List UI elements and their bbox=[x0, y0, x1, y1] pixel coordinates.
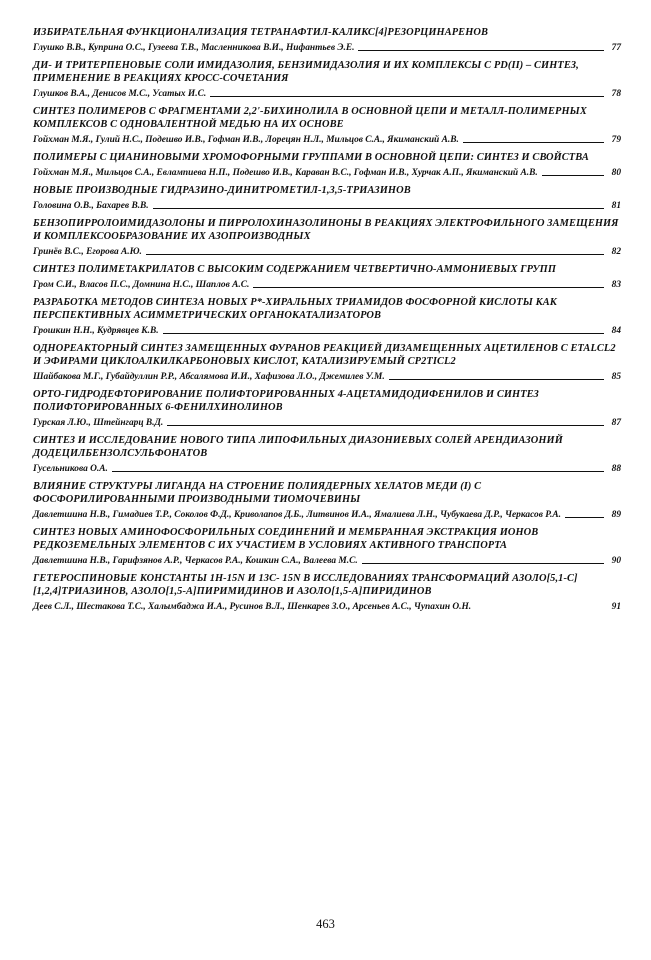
entry-title: ДИ- И ТРИТЕРПЕНОВЫЕ СОЛИ ИМИДАЗОЛИЯ, БЕНЗИМИДАЗОЛИЯ И ИХ КОМПЛЕКСЫ С PD(II) – СИНТЕЗ, ПРИМЕНЕНИЕ В РЕАКЦИЯХ КРОСС-СОЧЕТАНИЯ bbox=[33, 60, 579, 84]
entry-authors-line bbox=[33, 42, 621, 54]
entry-page-number: 83 bbox=[611, 280, 621, 290]
toc-entry bbox=[33, 388, 621, 429]
toc-entry bbox=[33, 526, 621, 567]
entry-authors: Головина О.В., Бахарев В.В. bbox=[33, 201, 149, 211]
toc-entry bbox=[33, 59, 621, 100]
entry-authors: Гусельникова О.А. bbox=[33, 464, 108, 474]
entry-page-number: 77 bbox=[611, 43, 621, 53]
entry-authors: Давлетшина Н.В., Гарифзянов А.Р., Черкасов Р.А., Кошкин С.А., Валеева М.С. bbox=[33, 556, 358, 566]
entry-authors-line bbox=[33, 601, 621, 613]
entry-authors-line bbox=[33, 134, 621, 146]
toc-entry bbox=[33, 151, 621, 179]
toc-entry bbox=[33, 572, 621, 613]
toc-entry bbox=[33, 184, 621, 212]
entry-authors-line bbox=[33, 325, 621, 337]
entry-page-number: 79 bbox=[611, 135, 621, 145]
entry-page-number: 80 bbox=[611, 168, 621, 178]
entry-title: ИЗБИРАТЕЛЬНАЯ ФУНКЦИОНАЛИЗАЦИЯ ТЕТРАНАФТИЛ-КАЛИКС[4]РЕЗОРЦИНАРЕНОВ bbox=[33, 27, 489, 38]
entry-authors-line bbox=[33, 167, 621, 179]
dot-leader bbox=[389, 379, 604, 380]
entry-title: НОВЫЕ ПРОИЗВОДНЫЕ ГИДРАЗИНО-ДИНИТРОМЕТИЛ-1,3,5-ТРИАЗИНОВ bbox=[33, 185, 411, 196]
entry-title: ВЛИЯНИЕ СТРУКТУРЫ ЛИГАНДА НА СТРОЕНИЕ ПОЛИЯДЕРНЫХ ХЕЛАТОВ МЕДИ (I) С ФОСФОРИЛИРОВАННЫМИ ПРОИЗВОДНЫМИ ТИОМОЧЕВИНЫ bbox=[33, 481, 482, 505]
entry-page-number: 78 bbox=[611, 89, 621, 99]
entry-title: ОДНОРЕАКТОРНЫЙ СИНТЕЗ ЗАМЕЩЕННЫХ ФУРАНОВ РЕАКЦИЕЙ ДИЗАМЕЩЕННЫХ АЦЕТИЛЕНОВ С ETALCL2 И ЭФИРАМИ ЦИКЛОАЛКИЛКАРБОНОВЫХ КИСЛОТ, КАТАЛИЗИРУЕМЫЙ CP2TICL2 bbox=[33, 343, 616, 367]
entry-authors-line bbox=[33, 88, 621, 100]
dot-leader bbox=[358, 50, 604, 51]
entry-authors: Давлетшина Н.В., Гимадиев Т.Р., Соколов Ф.Д., Криволапов Д.Б., Литвинов И.А., Ямалиева Л.Н., Чубукаева Д.Р., Черкасов Р.А. bbox=[33, 510, 561, 520]
entry-page-number: 82 bbox=[611, 247, 621, 257]
entry-authors: Шайбакова М.Г., Губайдуллин Р.Р., Абсалямова И.И., Хафизова Л.О., Джемилев У.М. bbox=[33, 372, 385, 382]
entry-title: СИНТЕЗ ПОЛИМЕТАКРИЛАТОВ С ВЫСОКИМ СОДЕРЖАНИЕМ ЧЕТВЕРТИЧНО-АММОНИЕВЫХ ГРУПП bbox=[33, 264, 557, 275]
toc-entry bbox=[33, 26, 621, 54]
dot-leader bbox=[565, 517, 604, 518]
entry-authors-line bbox=[33, 200, 621, 212]
entry-authors-line bbox=[33, 463, 621, 475]
toc-entry bbox=[33, 296, 621, 337]
entry-authors: Глушко В.В., Куприна О.С., Гузеева Т.В., Масленникова В.И., Нифантьев Э.Е. bbox=[33, 43, 355, 53]
entry-page-number: 90 bbox=[611, 556, 621, 566]
toc-entry bbox=[33, 263, 621, 291]
entry-title: ГЕТЕРОСПИНОВЫЕ КОНСТАНТЫ 1H-15N И 13C- 15N В ИССЛЕДОВАНИЯХ ТРАНСФОРМАЦИЙ АЗОЛО[5,1-C][1,2,4]ТРИАЗИНОВ, АЗОЛО[1,5-A]ПИРИМИДИНОВ И АЗОЛО[1,5-A]ПИРИДИНОВ bbox=[33, 573, 578, 597]
entry-authors-line bbox=[33, 371, 621, 383]
entry-title: СИНТЕЗ ПОЛИМЕРОВ С ФРАГМЕНТАМИ 2,2'-БИХИНОЛИЛА В ОСНОВНОЙ ЦЕПИ И МЕТАЛЛ-ПОЛИМЕРНЫХ КОМПЛЕКСОВ С ОДНОВАЛЕНТНОЙ МЕДЬЮ НА ИХ ОСНОВЕ bbox=[33, 106, 587, 130]
dot-leader bbox=[542, 175, 604, 176]
dot-leader bbox=[362, 563, 604, 564]
entry-authors: Гринёв В.С., Егорова А.Ю. bbox=[33, 247, 142, 257]
table-of-contents bbox=[33, 26, 621, 618]
toc-entry bbox=[33, 342, 621, 383]
entry-page-number: 81 bbox=[611, 201, 621, 211]
dot-leader bbox=[167, 425, 604, 426]
entry-page-number: 89 bbox=[611, 510, 621, 520]
entry-authors-line bbox=[33, 246, 621, 258]
entry-authors: Гром С.И., Власов П.С., Домнина Н.С., Шаплов А.С. bbox=[33, 280, 250, 290]
entry-title: ОРТО-ГИДРОДЕФТОРИРОВАНИЕ ПОЛИФТОРИРОВАННЫХ 4-АЦЕТАМИДОДИФЕНИЛОВ И СИНТЕЗ ПОЛИФТОРИРОВАННЫХ 6-ФЕНИЛХИНОЛИНОВ bbox=[33, 389, 539, 413]
toc-entry bbox=[33, 480, 621, 521]
dot-leader bbox=[112, 471, 604, 472]
toc-entry bbox=[33, 217, 621, 258]
entry-page-number: 84 bbox=[611, 326, 621, 336]
toc-entry bbox=[33, 434, 621, 475]
page-number: 463 bbox=[316, 917, 335, 931]
dot-leader bbox=[146, 254, 604, 255]
entry-title: ПОЛИМЕРЫ С ЦИАНИНОВЫМИ ХРОМОФОРНЫМИ ГРУППАМИ В ОСНОВНОЙ ЦЕПИ: СИНТЕЗ И СВОЙСТВА bbox=[33, 152, 589, 163]
entry-page-number: 87 bbox=[611, 418, 621, 428]
entry-authors: Грошкин Н.Н., Кудрявцев К.В. bbox=[33, 326, 159, 336]
dot-leader bbox=[163, 333, 604, 334]
entry-authors: Гурская Л.Ю., Штейнгарц В.Д. bbox=[33, 418, 164, 428]
entry-authors-line bbox=[33, 279, 621, 291]
entry-authors-line bbox=[33, 555, 621, 567]
entry-authors: Деев С.Л., Шестакова Т.С., Халымбаджа И.А., Русинов В.Л., Шенкарев З.О., Арсеньев А.С., Чупахин О.Н. bbox=[33, 602, 472, 612]
entry-authors: Гойхман М.Я., Гулий Н.С., Подешво И.В., Гофман И.В., Лорецян Н.Л., Мильцов С.А., Якиманский А.В. bbox=[33, 135, 459, 145]
entry-title: РАЗРАБОТКА МЕТОДОВ СИНТЕЗА НОВЫХ P*-ХИРАЛЬНЫХ ТРИАМИДОВ ФОСФОРНОЙ КИСЛОТЫ КАК ПЕРСПЕКТИВНЫХ АСИММЕТРИЧЕСКИХ ОРГАНОКАТАЛИЗАТОРОВ bbox=[33, 297, 557, 321]
dot-leader bbox=[253, 287, 604, 288]
entry-authors: Гойхман М.Я., Мильцов С.А., Евлампиева Н.П., Подешво И.В., Караван В.С., Гофман И.В., Хурчак А.П., Якиманский А.В. bbox=[33, 168, 538, 178]
entry-title: СИНТЕЗ И ИССЛЕДОВАНИЕ НОВОГО ТИПА ЛИПОФИЛЬНЫХ ДИАЗОНИЕВЫХ СОЛЕЙ АРЕНДИАЗОНИЙ ДОДЕЦИЛБЕНЗОЛСУЛЬФОНАТОВ bbox=[33, 435, 563, 459]
entry-authors: Глушков В.А., Денисов М.С., Усатых И.С. bbox=[33, 89, 207, 99]
dot-leader bbox=[463, 142, 604, 143]
entry-authors-line bbox=[33, 417, 621, 429]
dot-leader bbox=[210, 96, 604, 97]
dot-leader bbox=[153, 208, 604, 209]
toc-entry bbox=[33, 105, 621, 146]
entry-authors-line bbox=[33, 509, 621, 521]
entry-title: СИНТЕЗ НОВЫХ АМИНОФОСФОРИЛЬНЫХ СОЕДИНЕНИЙ И МЕМБРАННАЯ ЭКСТРАКЦИЯ ИОНОВ РЕДКОЗЕМЕЛЬНЫХ ЭЛЕМЕНТОВ С ИХ УЧАСТИЕМ В УСЛОВИЯХ АКТИВНОГО ТРАНСПОРТА bbox=[33, 527, 539, 551]
entry-page-number: 88 bbox=[611, 464, 621, 474]
entry-page-number: 85 bbox=[611, 372, 621, 382]
entry-title: БЕНЗОПИРРОЛОИМИДАЗОЛОНЫ И ПИРРОЛОХИНАЗОЛИНОНЫ В РЕАКЦИЯХ ЭЛЕКТРОФИЛЬНОГО ЗАМЕЩЕНИЯ И КОМПЛЕКСООБРАЗОВАНИЕ ИХ АЗОПРОИЗВОДНЫХ bbox=[33, 218, 619, 242]
entry-page-number: 91 bbox=[611, 602, 621, 612]
